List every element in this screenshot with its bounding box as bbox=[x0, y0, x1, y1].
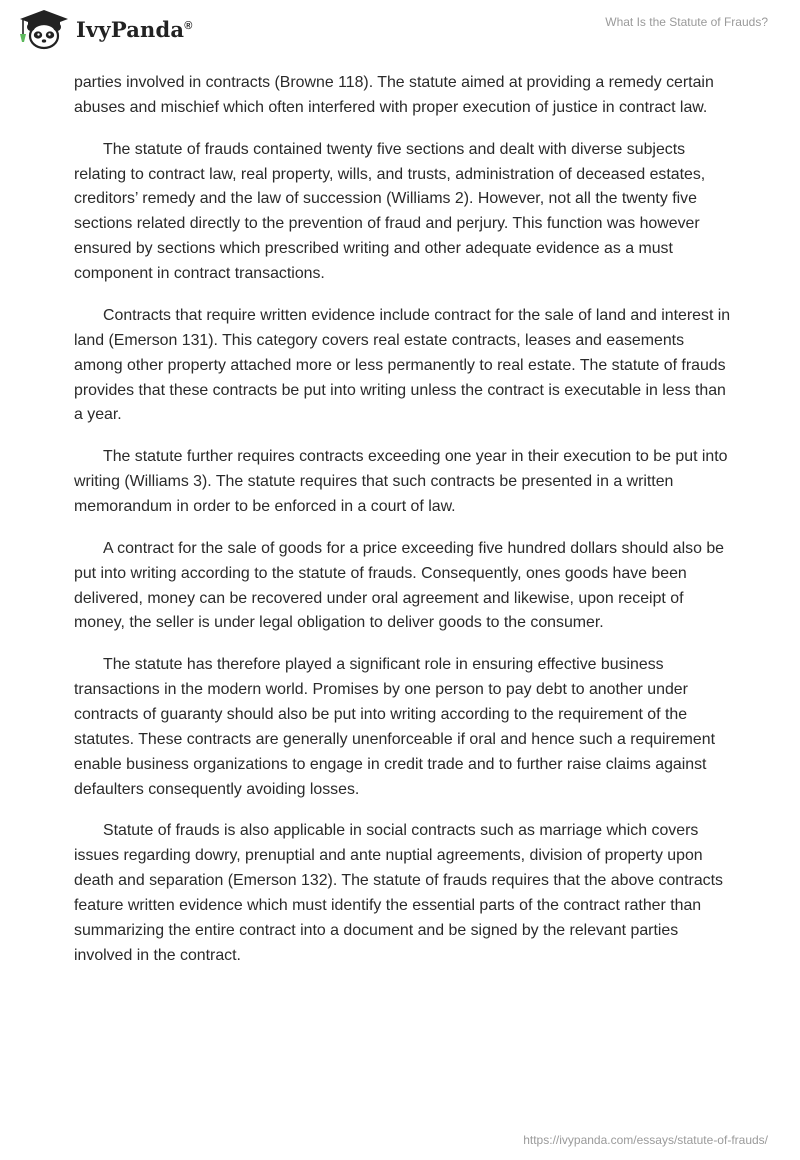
page-header bbox=[0, 0, 800, 70]
paragraph: The statute of frauds contained twenty five sections and dealt with diverse subjects relating to contract law, real property, wills, and trusts, administration of deceased estates, creditors’ remedy and the law of succession (Williams 2). However, not all the twenty five sections related directly to the prevention of fraud and perjury. This function was however ensured by sections which prescribed writing and other adequate evidence as a must component in contract transactions. bbox=[74, 140, 706, 283]
panda-graduate-logo-icon bbox=[14, 8, 72, 50]
essay-body bbox=[74, 71, 734, 986]
paragraph: Statute of frauds is also applicable in social contracts such as marriage which covers issues regarding dowry, prenuptial and ante nuptial agreements, division of property upon death and separation (Emerson 132). The statute of frauds requires that the above contracts feature written evidence which must identify the essential parts of the contract rather than summarizing the entire contract into a document and be signed by the relevant parties involved in the contract. bbox=[74, 822, 723, 964]
brand-logo[interactable] bbox=[14, 8, 193, 50]
paragraph: A contract for the sale of goods for a price exceeding five hundred dollars should also be put into writing according to the statute of frauds. Consequently, ones goods have been delivered, money can be recovered under oral agreement and likewise, upon receipt of money, the seller is under legal obligation to deliver goods to the consumer. bbox=[74, 539, 724, 632]
document-title: What Is the Statute of Frauds? bbox=[605, 15, 768, 29]
source-url-link[interactable]: https://ivypanda.com/essays/statute-of-frauds/ bbox=[523, 1133, 768, 1147]
brand-name: IvyPanda® bbox=[76, 16, 193, 42]
paragraph: The statute has therefore played a significant role in ensuring effective business transactions in the modern world. Promises by one person to pay debt to another under contracts of guaranty should also be put into writing according to the requirement of the statutes. These contracts are generally unenforceable if oral and hence such a requirement enable business organizations to engage in credit trade and to further raise claims against defaulters consequently avoiding losses. bbox=[74, 656, 716, 798]
paragraph: Contracts that require written evidence include contract for the sale of land and interest in land (Emerson 131). This category covers real estate contracts, leases and easements among other property attached more or less permanently to real estate. The statute of frauds provides that these contracts be put into writing unless the contract is executable in less than a year. bbox=[74, 306, 731, 424]
paragraph: parties involved in contracts (Browne 118). The statute aimed at providing a remedy certain abuses and mischief which often interfered with proper execution of justice in contract law. bbox=[74, 74, 714, 116]
paragraph: The statute further requires contracts exceeding one year in their execution to be put into writing (Williams 3). The statute requires that such contracts be presented in a written memorandum in order to be enforced in a court of law. bbox=[74, 448, 728, 515]
